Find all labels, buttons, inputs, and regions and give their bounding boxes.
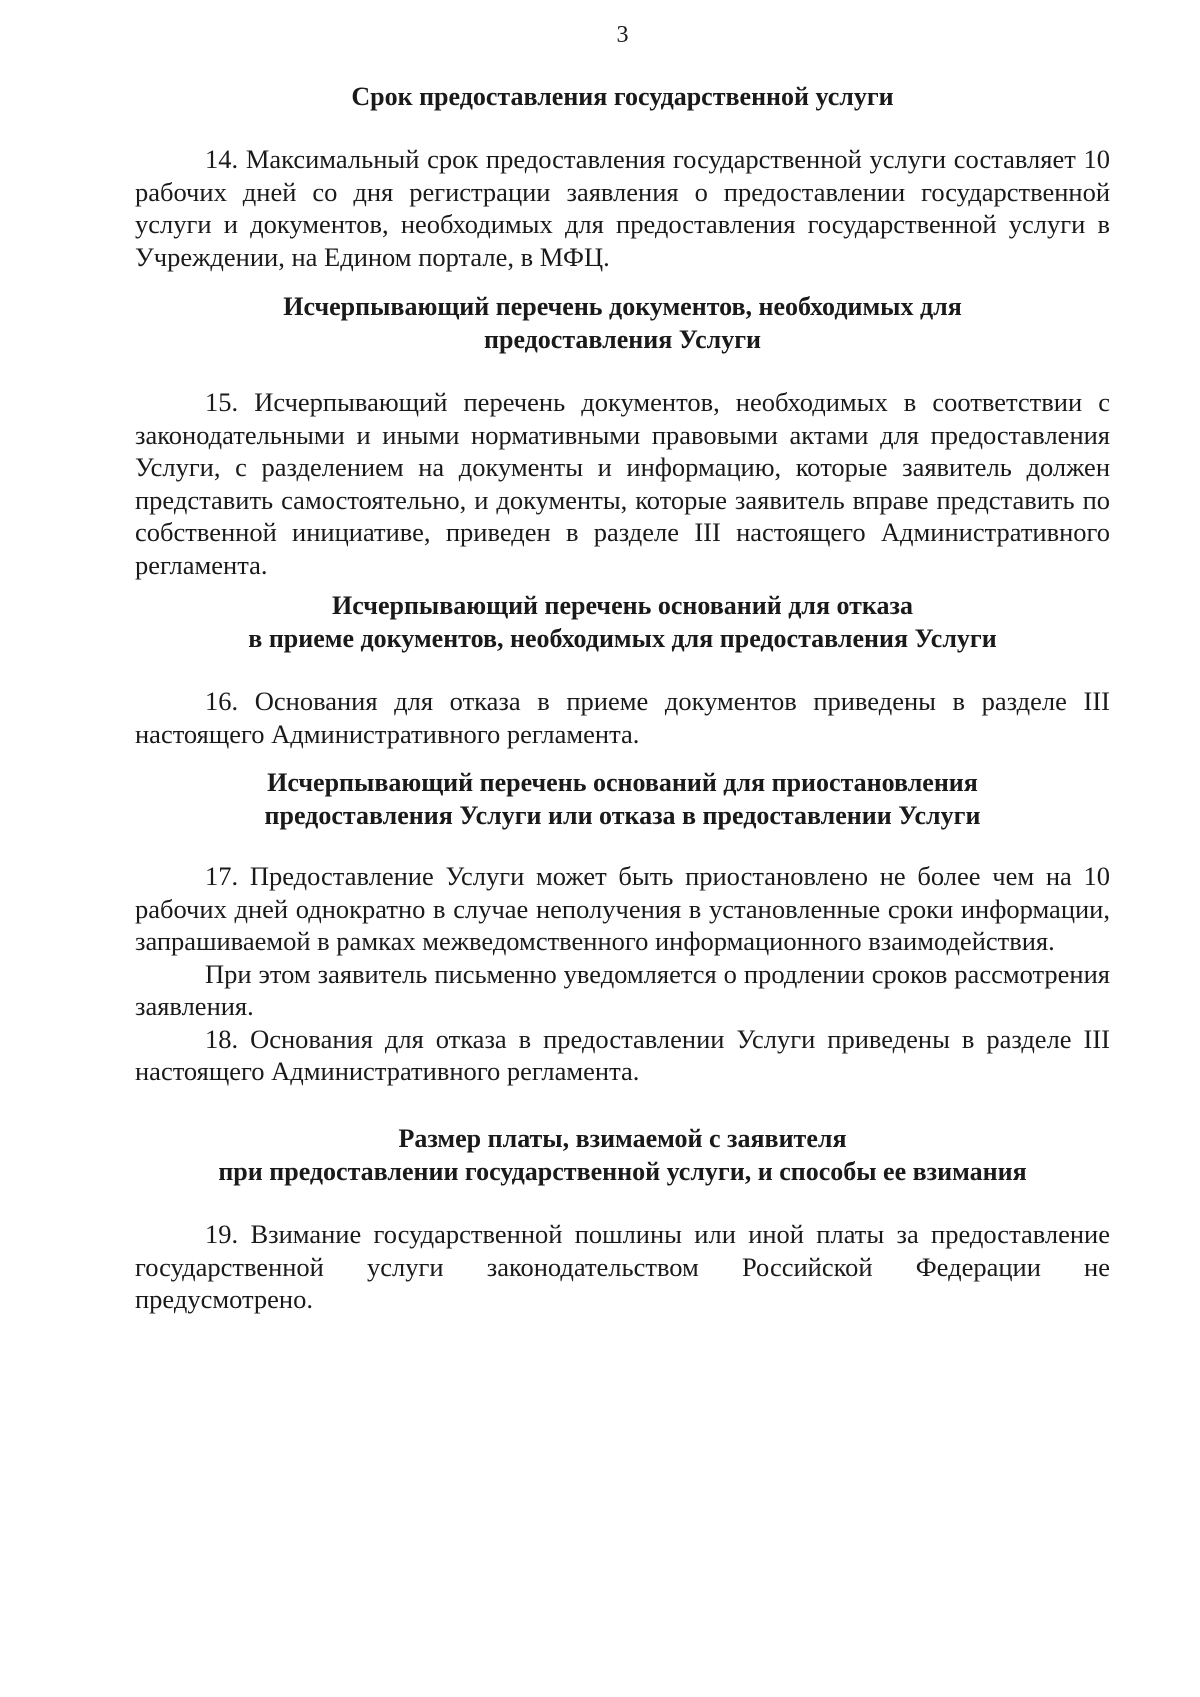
paragraph-19: 19. Взимание государственной пошлины или иной платы за предоставление государственной услуги законодательством Российской Федерации не предусмотрено.: [135, 1219, 1110, 1314]
section-heading-line: предоставления Услуги или отказа в предоставлении Услуги: [264, 801, 981, 830]
section-fee: [135, 1122, 1110, 1316]
paragraph-18: 18. Основания для отказа в предоставлении Услуги приведены в разделе III настоящего Административного регламента.: [135, 1023, 1110, 1086]
paragraph-17: 17. Предоставление Услуги может быть приостановлено не более чем на 10 рабочих дней однократно в случае неполучения в установленные сроки информации, запрашиваемой в рамках межведомственного информационного взаимодействия.: [135, 861, 1110, 956]
section-heading-line: в приеме документов, необходимых для предоставления Услуги: [248, 624, 997, 653]
section-heading-line: предоставления Услуги: [484, 325, 761, 354]
section-heading-line: Исчерпывающий перечень оснований для приостановления: [267, 768, 978, 797]
section-heading-line: Срок предоставления государственной услуги: [351, 82, 894, 111]
section-heading-line: Размер платы, взимаемой с заявителя: [398, 1124, 847, 1153]
page-number: 3: [616, 22, 629, 48]
section-heading-line: Исчерпывающий перечень документов, необходимых для: [283, 292, 962, 321]
paragraph-14: 14. Максимальный срок предоставления государственной услуги составляет 10 рабочих дней со дня регистрации заявления о предоставлении государственной услуги и документов, необходимых для предоставления государственной услуги в Учреждении, на Едином портале, в МФЦ.: [135, 144, 1110, 272]
paragraph-16: 16. Основания для отказа в приеме документов приведены в разделе III настоящего Административного регламента.: [135, 686, 1110, 749]
paragraph-15: 15. Исчерпывающий перечень документов, необходимых в соответствии с законодательными и иными нормативными правовыми актами для предоставления Услуги, с разделением на документы и информацию, которые заявитель должен представить самостоятельно, и документы, которые заявитель вправе представить по собственной инициативе, приведен в разделе III настоящего Административного регламента.: [135, 387, 1110, 580]
paragraph-17-note: При этом заявитель письменно уведомляется о продлении сроков рассмотрения заявления.: [135, 958, 1110, 1021]
document-page: [135, 0, 1110, 1697]
section-refusal-acceptance: [135, 589, 1110, 750]
section-suspension-refusal: [135, 766, 1110, 1088]
section-heading-line: при предоставлении государственной услуги, и способы ее взимания: [218, 1157, 1027, 1186]
section-heading-line: Исчерпывающий перечень оснований для отказа: [332, 591, 913, 620]
section-term: [135, 80, 1110, 273]
section-documents-list: [135, 290, 1110, 581]
